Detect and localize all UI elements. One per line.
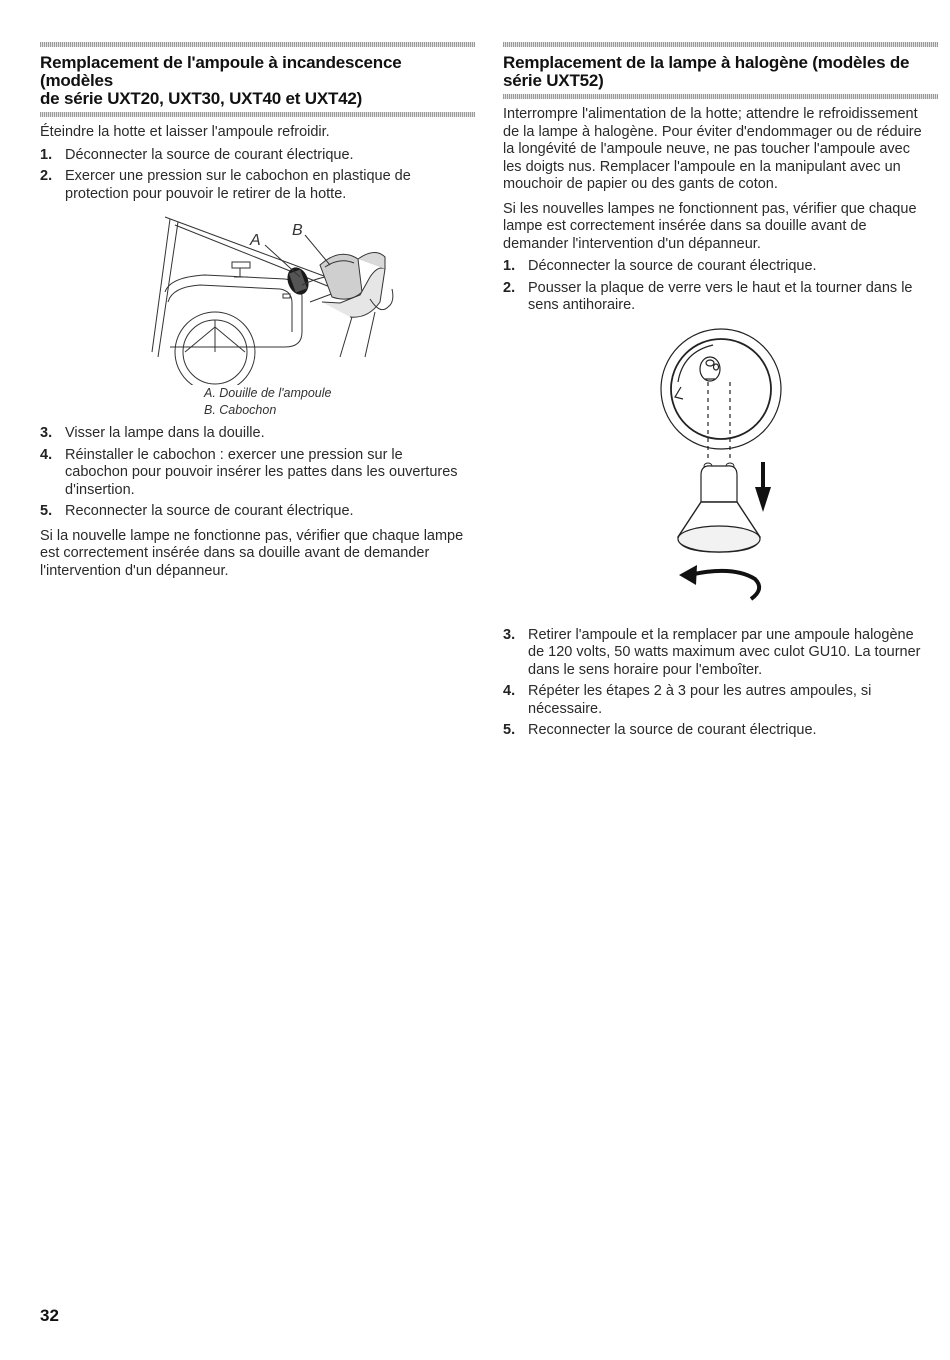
step-text — [528, 722, 817, 740]
left-section-heading — [40, 54, 475, 108]
heading-line: de série UXT20, UXT30, UXT40 et UXT42) — [40, 89, 363, 108]
left-column — [40, 42, 475, 585]
paragraph-line: les doigts nus. Remplacer l'ampoule en la manipulant avec un — [503, 158, 901, 175]
figure-label-b: B — [292, 222, 303, 239]
step-item — [40, 147, 475, 165]
step-number: 3. — [503, 626, 516, 643]
paragraph-line: lampe est correctement insérée dans sa douille avant de — [503, 218, 867, 234]
paragraph-line: Si la nouvelle lampe ne fonctionne pas, vérifier que chaque lampe — [40, 527, 464, 544]
step-line: Pousser la plaque de verre vers le haut et la tourner dans le — [528, 279, 913, 296]
step-item — [503, 280, 938, 315]
step-number: 2. — [40, 168, 53, 184]
right-section-heading — [503, 54, 938, 90]
step-item — [40, 168, 475, 203]
step-number: 5. — [503, 722, 516, 738]
step-line: nécessaire. — [528, 700, 603, 717]
halogen-bulb — [678, 463, 760, 552]
right-column — [503, 42, 938, 744]
step-line: Exercer une pression sur le cabochon en plastique de — [65, 168, 411, 184]
step-line: Déconnecter la source de courant électrique. — [65, 146, 354, 163]
step-text — [65, 447, 458, 500]
right-second-paragraph — [503, 201, 938, 254]
step-item — [40, 503, 475, 521]
caption-line: B. Cabochon — [204, 403, 277, 417]
incandescent-bulb-illustration — [40, 207, 475, 385]
step-item — [503, 258, 938, 276]
step-number: 5. — [40, 503, 53, 519]
step-text — [528, 280, 912, 315]
step-number: 4. — [503, 683, 516, 699]
step-text — [528, 258, 817, 276]
paragraph-line: mouchoir de papier ou des gants de coton. — [503, 176, 778, 192]
step-item — [503, 627, 938, 680]
figure-caption — [40, 385, 475, 419]
section-rule-bottom — [40, 112, 475, 117]
step-number: 1. — [503, 258, 516, 274]
step-number: 3. — [40, 425, 53, 441]
paragraph-line: l'intervention d'un dépanneur. — [40, 562, 229, 579]
step-line: dans le sens horaire pour l'emboîter. — [528, 661, 763, 678]
hood-bulb-drawing — [40, 207, 475, 385]
left-intro: Éteindre la hotte et laisser l'ampoule refroidir. — [40, 124, 330, 140]
step-line: Reconnecter la source de courant électrique. — [65, 503, 354, 519]
heading-line: Remplacement de la lampe à halogène (modèles de — [503, 53, 910, 72]
step-line: Déconnecter la source de courant électrique. — [528, 258, 817, 274]
step-item — [40, 425, 475, 443]
step-item — [40, 447, 475, 500]
lens-cover — [302, 252, 393, 357]
step-text — [528, 683, 871, 718]
step-line: sens antihoraire. — [528, 297, 636, 313]
step-text — [528, 627, 921, 680]
right-intro-paragraph — [503, 106, 938, 194]
paragraph-line: de la lampe à halogène. Pour éviter d'endommager ou de réduire — [503, 123, 922, 140]
step-line: de 120 volts, 50 watts maximum avec culot GU10. La tourner — [528, 644, 921, 660]
left-closing-paragraph — [40, 528, 475, 581]
paragraph-line: demander l'intervention d'un dépanneur. — [503, 235, 761, 252]
figure-label-a: A — [250, 232, 261, 249]
halogen-lamp-illustration — [503, 327, 938, 617]
step-text — [65, 168, 411, 203]
step-item — [503, 722, 938, 740]
step-line: Visser la lampe dans la douille. — [65, 425, 265, 441]
arrow-down-icon — [755, 462, 771, 512]
paragraph-line: est correctement insérée dans sa douille avant de demander — [40, 545, 430, 561]
step-line: cabochon pour pouvoir insérer les pattes dans les ouvertures — [65, 464, 458, 480]
section-rule-bottom — [503, 94, 938, 99]
caption-line: A. Douille de l'ampoule — [204, 386, 332, 400]
step-line: Retirer l'ampoule et la remplacer par une ampoule halogène — [528, 626, 914, 643]
step-number: 4. — [40, 446, 53, 463]
paragraph-line: Si les nouvelles lampes ne fonctionnent pas, vérifier que chaque — [503, 200, 917, 217]
step-line: d'insertion. — [65, 481, 135, 498]
step-text — [65, 425, 265, 443]
step-text — [65, 147, 354, 165]
section-rule-top — [40, 42, 475, 47]
step-line: Réinstaller le cabochon : exercer une pression sur le — [65, 446, 403, 463]
step-line: Reconnecter la source de courant électrique. — [528, 722, 817, 738]
step-text — [65, 503, 354, 521]
step-number: 2. — [503, 279, 516, 296]
rotate-counterclockwise-icon — [679, 565, 759, 599]
heading-line: série UXT52) — [503, 71, 604, 90]
section-rule-top — [503, 42, 938, 47]
halogen-lamp-drawing — [503, 327, 938, 617]
paragraph-line: Interrompre l'alimentation de la hotte; attendre le refroidissement — [503, 106, 918, 122]
paragraph-line: la longévité de l'ampoule neuve, ne pas toucher l'ampoule avec — [503, 141, 910, 157]
step-line: Répéter les étapes 2 à 3 pour les autres ampoules, si — [528, 683, 872, 699]
page-number: 32 — [40, 1306, 59, 1325]
step-line: protection pour pouvoir le retirer de la hotte. — [65, 185, 347, 202]
heading-line: Remplacement de l'ampoule à incandescence (modèles — [40, 53, 402, 90]
step-item — [503, 683, 938, 718]
step-number: 1. — [40, 146, 53, 163]
